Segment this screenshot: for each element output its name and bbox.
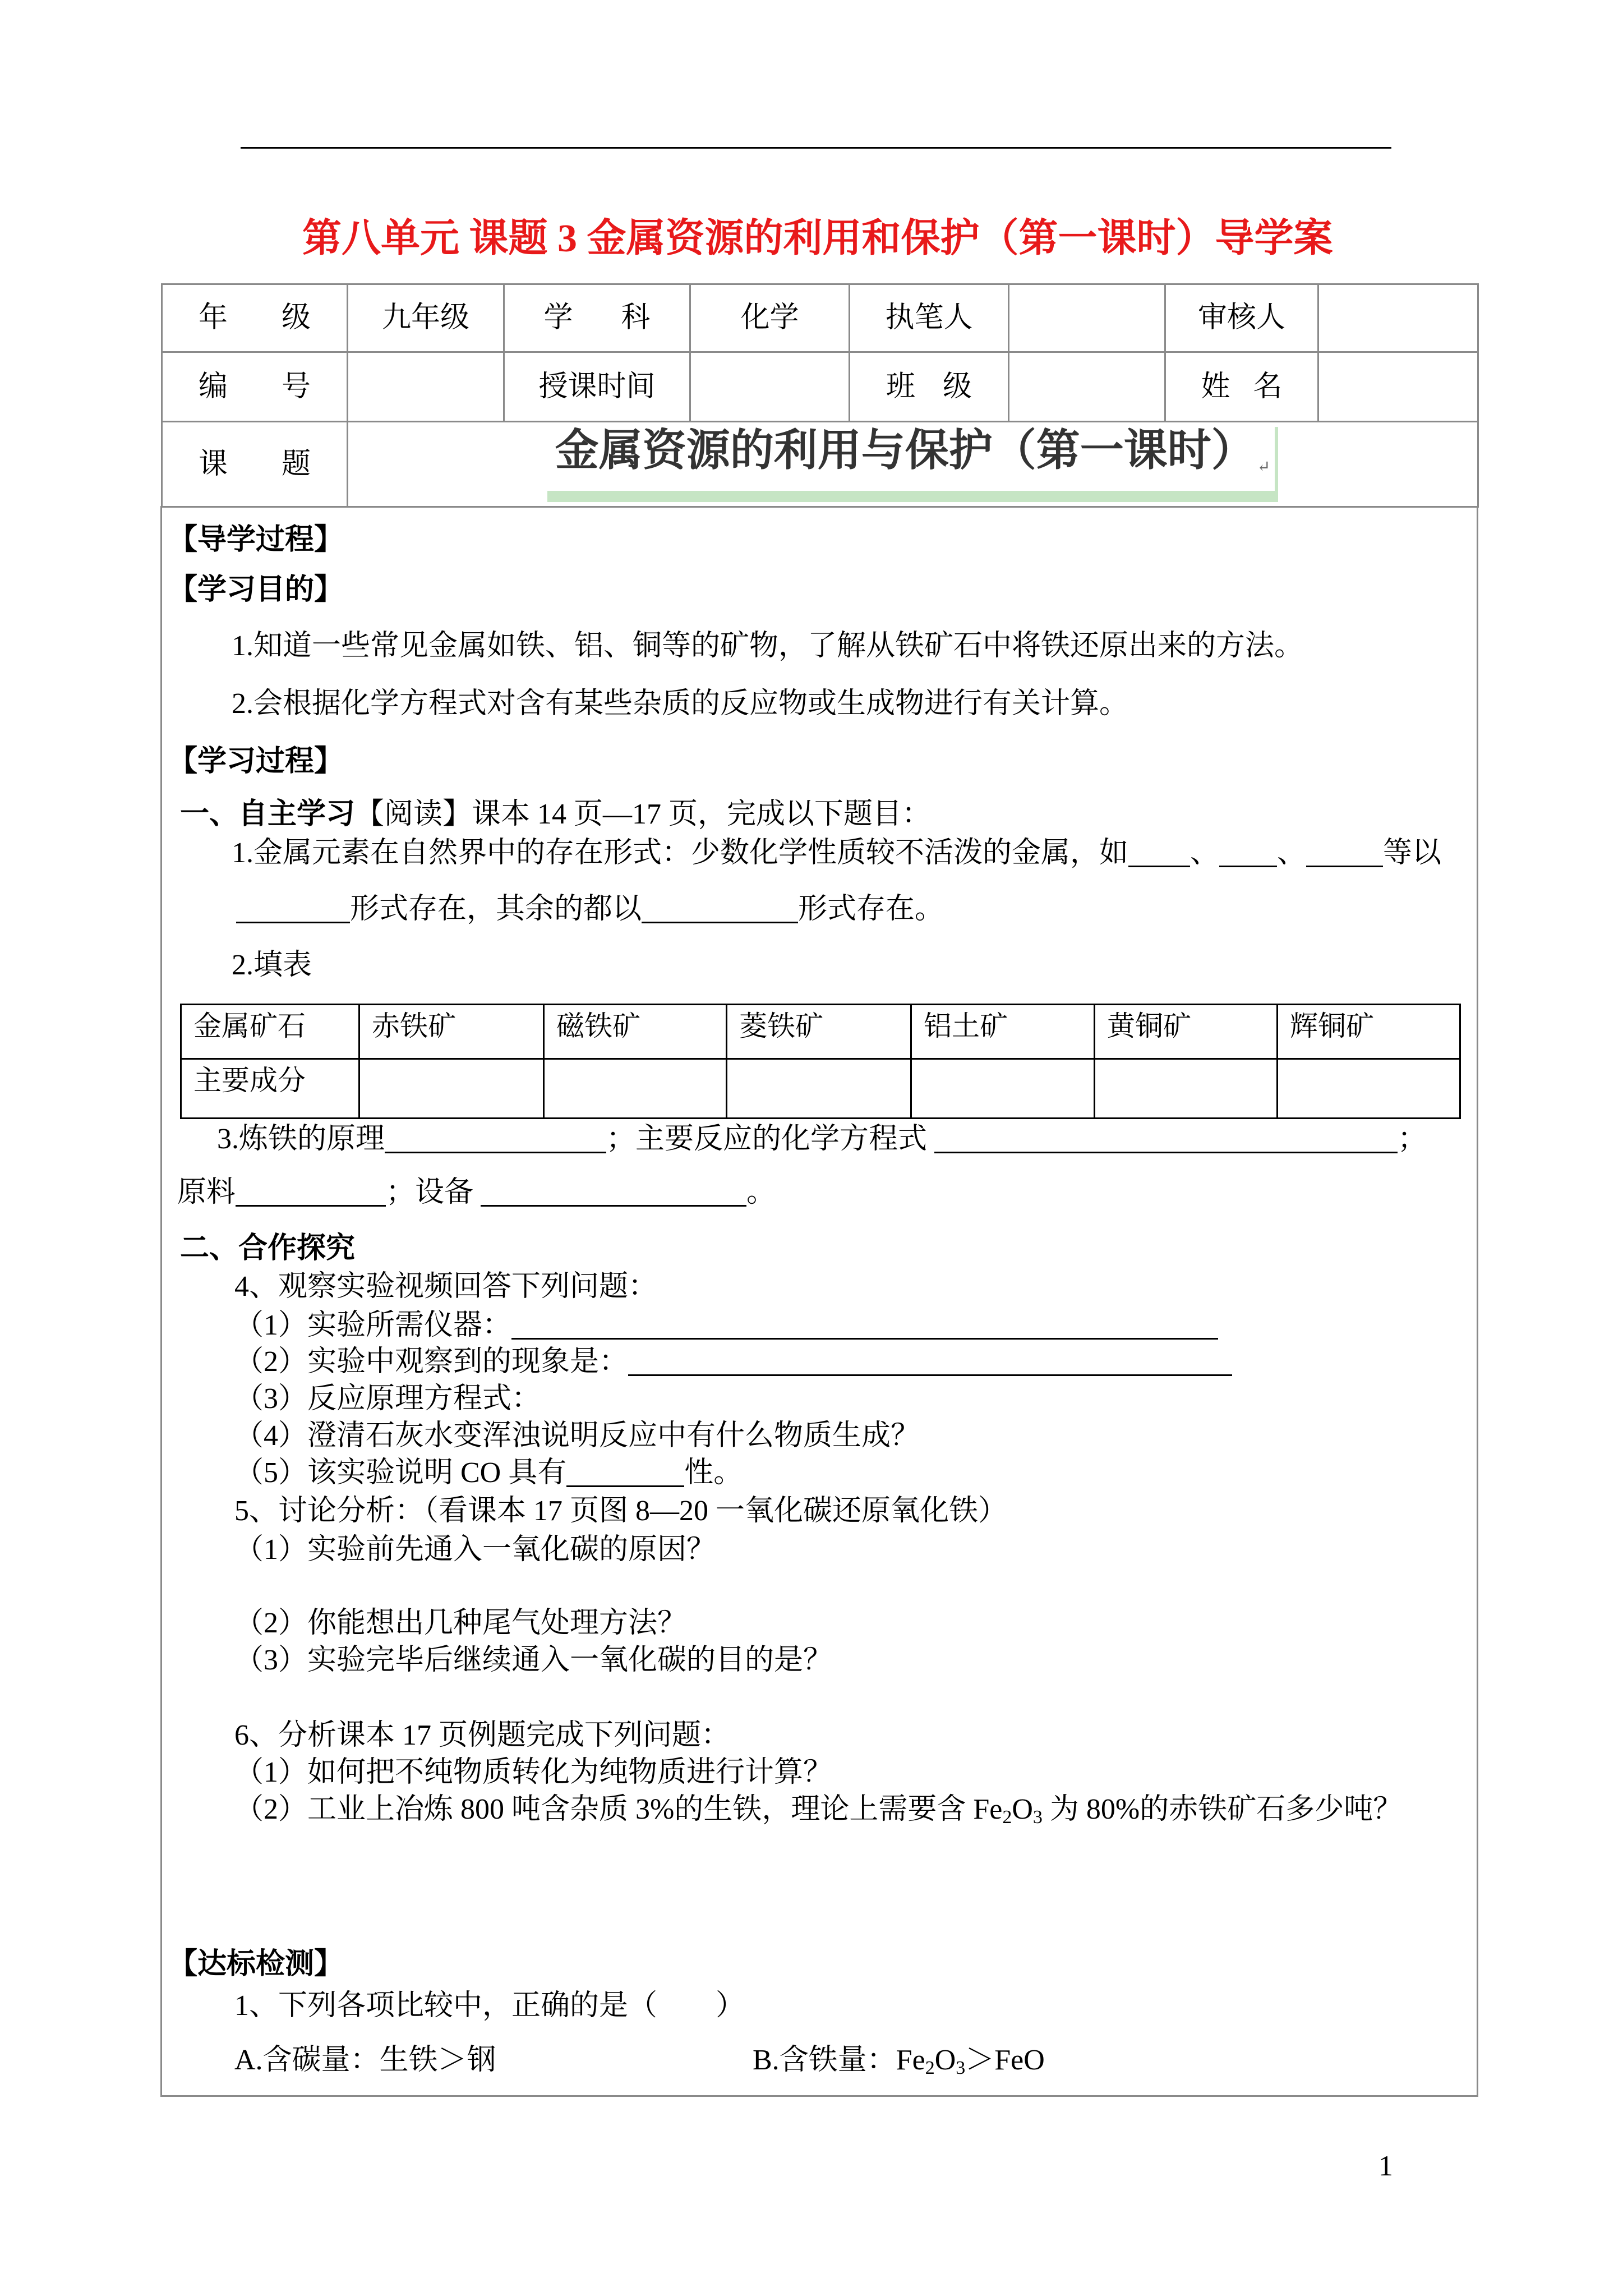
self-study-heading: 一、自主学习 xyxy=(180,798,356,830)
grade-value-cell xyxy=(348,284,504,352)
name-label-cell xyxy=(1165,352,1318,422)
option-b-text-b: O xyxy=(934,2044,956,2076)
formula-subscript: 2 xyxy=(1002,1807,1012,1828)
ore-table xyxy=(180,1004,1461,1119)
author-value-cell xyxy=(1009,284,1165,352)
answer-blank xyxy=(511,1315,1218,1340)
name-value-cell xyxy=(1318,352,1478,422)
author-label-cell xyxy=(850,284,1009,352)
question-1-line-1 xyxy=(232,836,1441,870)
name-label: 姓 名 xyxy=(1201,370,1283,403)
cooperation-heading: 二、合作探究 xyxy=(180,1232,356,1264)
question-5-item-2: （2）你能想出几种尾气处理方法？ xyxy=(234,1607,687,1639)
objectives-heading: 【学习目的】 xyxy=(168,574,344,606)
question-1-separator: 、 xyxy=(1190,837,1220,869)
question-5-item-1: （1）实验前先通入一氧化碳的原因？ xyxy=(234,1534,716,1566)
objective-item: 1.知道一些常见金属如铁、铝、铜等的矿物，了解从铁矿石中将铁还原出来的方法。 xyxy=(232,630,1304,662)
self-study-intro: 【阅读】课本 14 页—17 页，完成以下题目： xyxy=(355,798,932,830)
answer-blank xyxy=(236,899,350,923)
lesson-info-table xyxy=(161,283,1479,508)
topic-label-cell xyxy=(162,422,348,507)
paragraph-mark-icon: ↵ xyxy=(1257,458,1271,476)
question-4-5-text-a: （5）该实验说明 CO 具有 xyxy=(234,1457,567,1489)
reviewer-value-cell xyxy=(1318,284,1478,352)
ore-table-header-cell: 辉铜矿 xyxy=(1278,1005,1460,1059)
lesson-time-label-cell xyxy=(504,352,690,422)
ore-table-empty-cell xyxy=(544,1059,727,1119)
option-b-text-a: B.含铁量：Fe xyxy=(753,2044,925,2076)
topic-highlight xyxy=(547,427,1278,502)
answer-blank xyxy=(628,1352,1232,1376)
number-label-cell xyxy=(162,352,348,422)
document-title: 第八单元 课题 3 金属资源的利用和保护（第一课时）导学案 xyxy=(302,217,1333,260)
ore-table-empty-cell xyxy=(911,1059,1095,1119)
reviewer-label: 审核人 xyxy=(1197,302,1285,334)
lesson-time-value-cell xyxy=(690,352,850,422)
question-6-2-text-a: （2）工业上冶炼 800 吨含杂质 3%的生铁，理论上需要含 Fe xyxy=(234,1793,1003,1825)
answer-blank xyxy=(1306,843,1383,867)
guide-process-heading: 【导学过程】 xyxy=(168,524,344,556)
question-4-item-text: （1）实验所需仪器： xyxy=(234,1309,512,1341)
answer-blank xyxy=(566,1463,684,1487)
question-1-text-c: 形式存在，其余的都以 xyxy=(350,893,642,925)
number-value-cell xyxy=(348,352,504,422)
question-6-2-text-b: O xyxy=(1012,1793,1033,1825)
question-6-item-1: （1）如何把不纯物质转化为纯物质进行计算？ xyxy=(234,1756,833,1788)
ore-table-header-cell: 金属矿石 xyxy=(181,1005,359,1059)
author-label: 执笔人 xyxy=(885,302,973,334)
answer-blank xyxy=(1219,843,1277,867)
page-number: 1 xyxy=(1378,2150,1393,2182)
header-rule xyxy=(241,147,1391,149)
ore-table-empty-cell xyxy=(1095,1059,1278,1119)
grade-value: 九年级 xyxy=(381,302,469,334)
question-1-separator: 、 xyxy=(1277,837,1307,869)
question-4-item-4: （4）澄清石灰水变浑浊说明反应中有什么物质生成？ xyxy=(234,1420,920,1452)
learning-process-heading: 【学习过程】 xyxy=(168,746,344,777)
class-label-cell xyxy=(850,352,1009,422)
info-row-3 xyxy=(162,422,1478,507)
question-3-line-2 xyxy=(177,1176,776,1209)
grade-label-cell xyxy=(162,284,348,352)
grade-label: 年 级 xyxy=(199,302,311,334)
ore-table-header-cell: 赤铁矿 xyxy=(359,1005,544,1059)
question-3-text-b: ；主要反应的化学方程式 xyxy=(606,1123,935,1155)
question-1-text-a: 1.金属元素在自然界中的存在形式：少数化学性质较不活泼的金属，如 xyxy=(232,837,1129,869)
topic-value: 金属资源的利用与保护（第一课时） xyxy=(555,425,1255,475)
question-5-item-3: （3）实验完毕后继续通入一氧化碳的目的是？ xyxy=(234,1644,833,1676)
question-3-text-e: ；设备 xyxy=(386,1176,481,1208)
question-4: 4、观察实验视频回答下列问题： xyxy=(234,1271,658,1303)
subject-value: 化学 xyxy=(740,302,799,334)
formula-subscript: 2 xyxy=(925,2058,935,2078)
option-b-text-c: ＞FeO xyxy=(965,2044,1045,2076)
question-4-5-text-b: 性。 xyxy=(684,1457,743,1489)
number-label: 编 号 xyxy=(199,370,311,403)
ore-table-header-cell: 菱铁矿 xyxy=(727,1005,911,1059)
option-b xyxy=(753,2044,1045,2077)
topic-label: 课 题 xyxy=(199,448,311,480)
question-4-item-2 xyxy=(234,1345,1232,1379)
info-row-1 xyxy=(162,284,1478,352)
question-6-item-2 xyxy=(234,1793,1402,1826)
question-3-text-d: 原料 xyxy=(177,1176,236,1208)
formula-subscript: 3 xyxy=(956,2058,966,2078)
ore-table-header-row xyxy=(181,1005,1460,1059)
self-study-line xyxy=(180,798,931,831)
answer-blank xyxy=(385,1129,606,1153)
question-6-2-text-c: 为 80%的赤铁矿石多少吨？ xyxy=(1042,1793,1403,1825)
answer-blank xyxy=(642,899,798,923)
info-row-2 xyxy=(162,352,1478,422)
question-4-item-1 xyxy=(234,1309,1218,1342)
answer-blank xyxy=(481,1182,746,1207)
answer-blank xyxy=(1128,843,1190,867)
question-6: 6、分析课本 17 页例题完成下列问题： xyxy=(234,1719,731,1751)
question-3-text-c: ； xyxy=(1398,1123,1427,1155)
subject-label: 学 科 xyxy=(543,302,651,334)
question-4-item-text: （2）实验中观察到的现象是： xyxy=(234,1346,629,1378)
assessment-question-1: 1、下列各项比较中，正确的是（ ） xyxy=(234,1990,745,2022)
question-3-line-1 xyxy=(217,1122,1427,1156)
ore-table-empty-cell xyxy=(359,1059,544,1119)
ore-table-header-cell: 黄铜矿 xyxy=(1095,1005,1278,1059)
question-1-text-d: 形式存在。 xyxy=(798,893,944,925)
question-2: 2.填表 xyxy=(232,949,312,981)
reviewer-label-cell xyxy=(1165,284,1318,352)
question-4-item-5 xyxy=(234,1456,743,1490)
objective-item: 2.会根据化学方程式对含有某些杂质的反应物或生成物进行有关计算。 xyxy=(232,688,1129,720)
subject-label-cell xyxy=(504,284,690,352)
answer-blank xyxy=(236,1182,386,1207)
question-1-text-b: 等以 xyxy=(1383,837,1442,869)
class-label: 班 级 xyxy=(886,370,972,403)
subject-value-cell xyxy=(690,284,850,352)
ore-table-header-cell: 铝土矿 xyxy=(911,1005,1095,1059)
question-5: 5、讨论分析：（看课本 17 页图 8—20 一氧化碳还原氧化铁） xyxy=(234,1495,1008,1527)
ore-table-row-label: 主要成分 xyxy=(181,1059,359,1119)
ore-table-component-row xyxy=(181,1059,1460,1119)
question-3-text-f: 。 xyxy=(746,1176,776,1208)
topic-value-cell xyxy=(348,422,1478,507)
question-1-line-2 xyxy=(236,892,944,926)
formula-subscript: 3 xyxy=(1032,1807,1043,1828)
question-4-item-3: （3）反应原理方程式： xyxy=(234,1383,541,1415)
answer-blank xyxy=(934,1129,1398,1153)
option-a: A.含碳量：生铁＞钢 xyxy=(234,2044,496,2076)
lesson-time-label: 授课时间 xyxy=(538,370,656,403)
class-value-cell xyxy=(1009,352,1165,422)
assessment-heading: 【达标检测】 xyxy=(168,1948,344,1980)
question-3-text-a: 3.炼铁的原理 xyxy=(217,1123,385,1155)
ore-table-empty-cell xyxy=(1278,1059,1460,1119)
ore-table-header-cell: 磁铁矿 xyxy=(544,1005,727,1059)
ore-table-empty-cell xyxy=(727,1059,911,1119)
